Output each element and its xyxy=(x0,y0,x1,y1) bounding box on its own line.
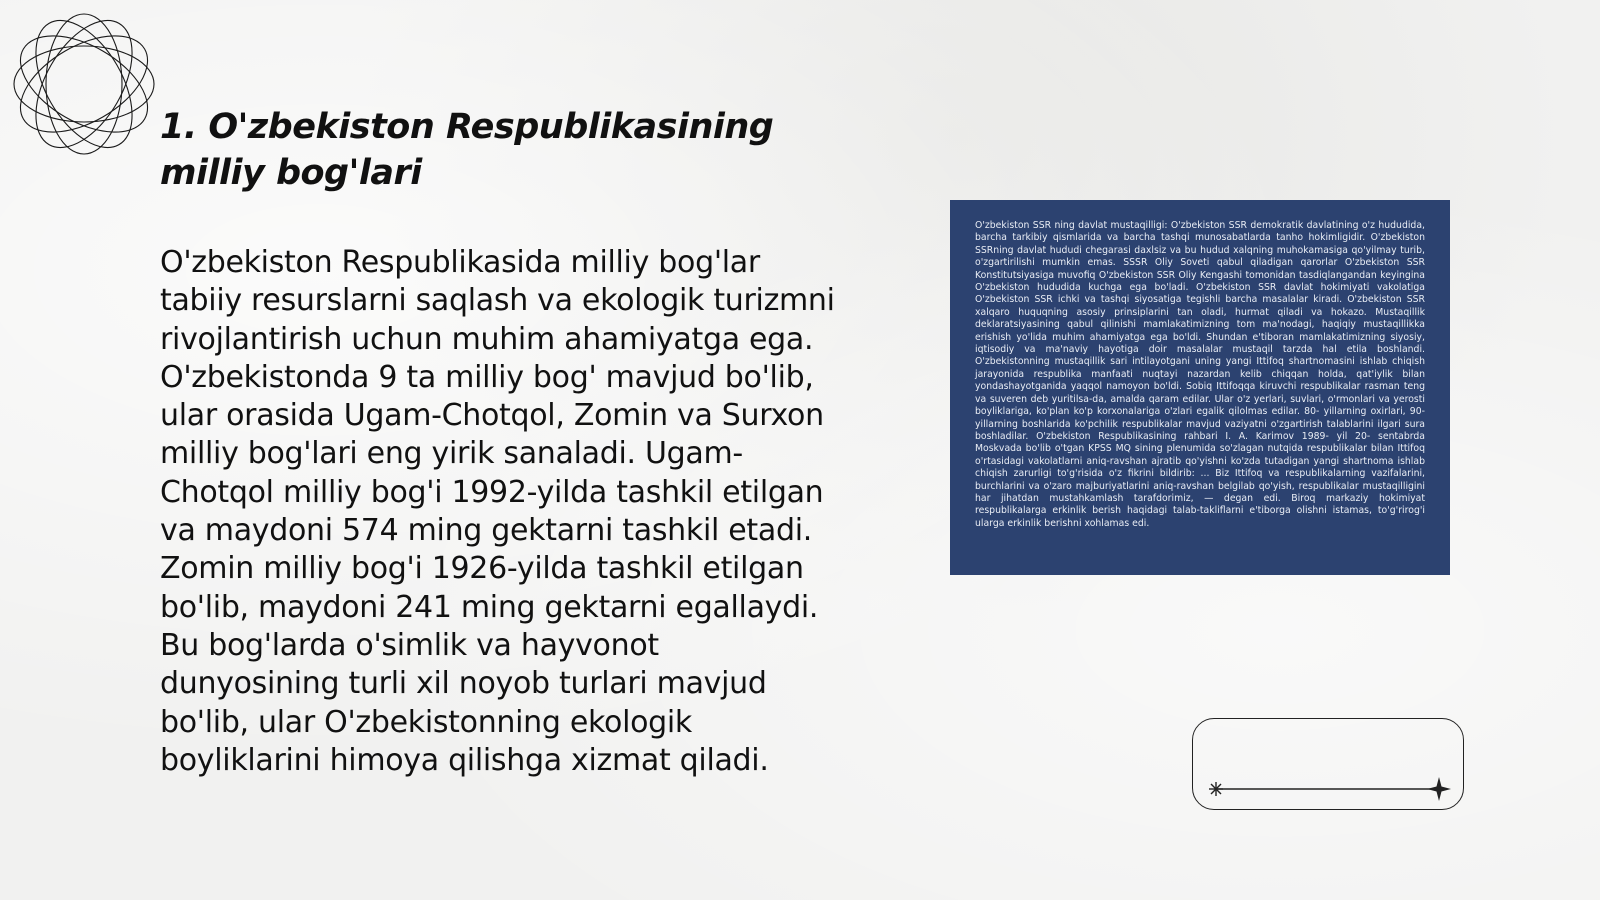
decorative-card xyxy=(1192,718,1464,810)
slide-body-text: O'zbekiston Respublikasida milliy bog'lar tabiiy resurslarni saqlash va ekologik turizmni rivojlantirish uchun muhim ahamiyatga ega. O'zbekistonda 9 ta milliy bog' mavjud bo'lib, ular orasida Ugam-Chotqol, Zomin va Surxon milliy bog'lari eng yirik sanaladi. Ugam-Chotqol milliy bog'i 1992-yilda tashkil etilgan va maydoni 574 ming gektarni tashkil etadi. Zomin milliy bog'i 1926-yilda tashkil etilgan bo'lib, maydoni 241 ming gektarni egallaydi. Bu bog'larda o'simlik va hayvonot dunyosining turli xil noyob turlari mavjud bo'lib, ular O'zbekistonning ekologik boyliklarini himoya qilishga xizmat qiladi. xyxy=(160,245,835,778)
document-image xyxy=(950,200,1450,575)
four-point-star-icon xyxy=(1427,777,1451,801)
sparkle-burst-icon xyxy=(1209,782,1223,796)
rings-ornament-icon xyxy=(8,8,160,160)
slide-title: 1. O'zbekiston Respublikasining milliy bog'lari xyxy=(160,107,774,193)
document-image-text: O'zbekiston SSR ning davlat mustaqilligi: O'zbekiston SSR demokratik davlatining o'z hududida, barcha tarkibiy qismlarida va barcha tashqi munosabatlarda tanho hokimligidir. O'zbekiston SSRning davlat hududi chegarasi daxlsiz va bu hudud xalqning muhokamasiga qo'yilmay turib, o'zgartirilishi mumkin emas. SSSR Oliy Soveti qabul qiladigan qarorlar O'zbekiston SSR Konstitutsiyasiga muvofiq O'zbekiston SSR Oliy Kengashi tomonidan tasdiqlangandan keyingina O'zbekiston hududida kuchga ega bo'ladi. O'zbekiston SSR davlat hokimiyati vakolatiga O'zbekiston SSR ichki va tashqi siyosatiga tegishli barcha masalalar kiradi. O'zbekiston SSR xalqaro huquqning asosiy prinsiplarini tan oladi, hurmat qiladi va hokazo. Mustaqillik deklaratsiyasining qabul qilinishi mamlakatimizning tom ma'nodagi, haqiqiy mustaqillikka erishish yo'lida muhim ahamiyatga ega bo'ldi. Shundan e'tiboran mamlakatimizning siyosiy, iqtisodiy va ma'naviy hayotiga doir masalalar mustaqil tarzda hal etila boshlandi. O'zbekistonning mustaqillik sari intilayotgani uning yangi Ittifoq shartnomasini ishlab chiqish jarayonida respublika manfaati nuqtayi nazardan kelib chiqqan holda, qat'iylik bilan yondashayotganida yaqqol namoyon bo'ldi. Sobiq Ittifoqqa kiruvchi respublikalar rasman teng va suveren deb yuritilsa-da, amalda qaram edilar. Ular o'z yerlari, suvlari, o'rmonlari va yerosti boyliklariga, ko'plan ko'p korxonalariga o'zlari egalik qilolmas edilar. 80- yillarning oxirlari, 90- yillarning boshlarida ko'pchilik respublikalar mavjud vaziyatni o'zgartirish talablarini ilgari sura boshladilar. O'zbekiston Respublikasining rahbari I. A. Karimov 1989- yil 20- sentabrda Moskvada bo'lib o'tgan KPSS MQ sining plenumida so'zlagan nutqida respublikalar bilan Ittifoq o'rtasidagi vakolatlarni aniq-ravshan ajratib qo'yishni ko'zda tutadigan yangi shartnoma ishlab chiqish zarurligi to'g'risida o'z fikrini bildirib: ... Biz Ittifoq va respublikalarning vazifalarini, burchlarini va o'zaro majburiyatlarini aniq-ravshan belgilab qo'yish, respublikalar mustaqilligini har jihatdan mustahkamlash tarafdorimiz, — degan edi. Biroq markaziy hokimiyat respublikalarga erkinlik berish haqidagi talab-takliflarni e'tiborga olishni istamas, to'g'rirog'i ularga erkinlik berishni xohlamas edi. xyxy=(975,220,1425,529)
